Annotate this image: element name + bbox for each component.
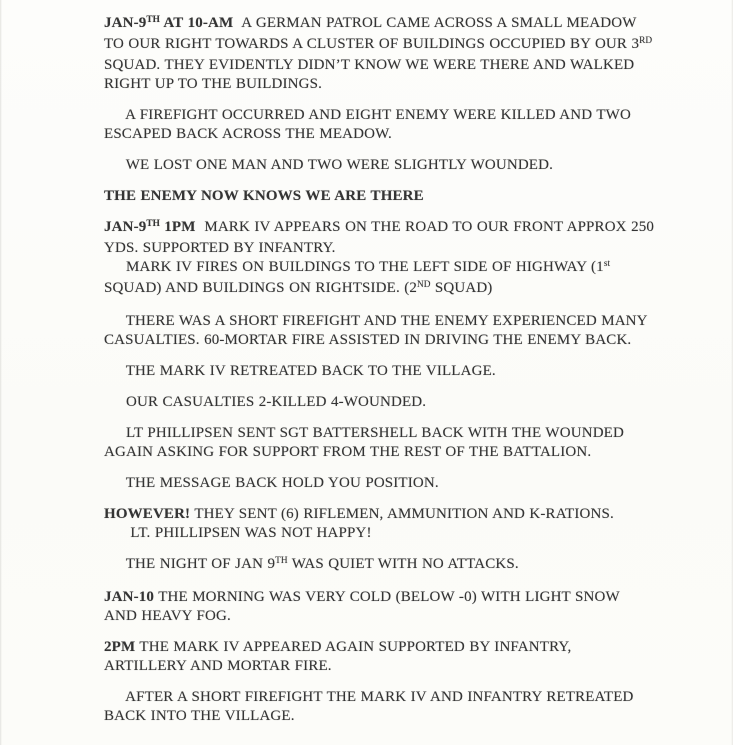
however-supplies bbox=[104, 505, 678, 543]
entry-jan9-10am bbox=[104, 14, 678, 94]
entry-jan9-1pm bbox=[104, 218, 678, 300]
text-segment: LT PHILLIPSEN SENT SGT BATTERSHELL BACK WITH THE WOUNDED bbox=[104, 425, 624, 441]
text-segment: MARK IV APPEARS ON THE ROAD TO OUR FRONT APPROX 250 bbox=[195, 219, 655, 235]
text-segment: AT 10-AM bbox=[159, 15, 234, 31]
text-segment: THE MARK IV RETREATED BACK TO THE VILLAGE. bbox=[104, 363, 496, 379]
text-line bbox=[104, 239, 678, 258]
text-segment: ARTILLERY AND MORTAR FIRE. bbox=[104, 658, 332, 674]
text-segment: YDS. SUPPORTED BY INFANTRY. bbox=[104, 240, 336, 256]
text-segment: JAN-9 bbox=[104, 219, 147, 235]
heading-enemy-knows bbox=[104, 187, 678, 206]
text-segment: MARK IV FIRES ON BUILDINGS TO THE LEFT SIDE OF HIGHWAY (1 bbox=[104, 259, 604, 275]
text-line bbox=[104, 443, 678, 462]
text-segment: A FIREFIGHT OCCURRED AND EIGHT ENEMY WERE KILLED AND TWO bbox=[104, 107, 631, 123]
text-line bbox=[104, 331, 678, 350]
text-line bbox=[104, 707, 678, 726]
text-line bbox=[104, 607, 678, 626]
text-line bbox=[104, 638, 678, 657]
our-losses bbox=[104, 156, 678, 175]
text-line bbox=[104, 393, 678, 412]
entry-jan10-morning bbox=[104, 588, 678, 626]
text-segment: THE NIGHT OF JAN 9 bbox=[104, 556, 276, 572]
text-segment: RIGHT UP TO THE BUILDINGS. bbox=[104, 76, 322, 92]
text-segment: THE MORNING WAS VERY COLD (BELOW -0) WITH LIGHT SNOW bbox=[154, 589, 620, 605]
text-segment: JAN-10 bbox=[104, 589, 155, 605]
our-casualties bbox=[104, 393, 678, 412]
text-segment: AFTER A SHORT FIREFIGHT THE MARK IV AND INFANTRY RETREATED bbox=[104, 689, 634, 705]
text-segment: CASUALTIES. 60-MORTAR FIRE ASSISTED IN DRIVING THE ENEMY BACK. bbox=[104, 332, 632, 348]
text-line bbox=[104, 56, 678, 75]
text-line bbox=[104, 258, 678, 279]
superscript-segment: ND bbox=[417, 280, 431, 291]
phillipsen-request bbox=[104, 424, 678, 462]
text-segment: A GERMAN PATROL CAME ACROSS A SMALL MEADOW bbox=[233, 15, 637, 31]
text-segment: THE ENEMY NOW KNOWS WE ARE THERE bbox=[104, 188, 424, 204]
text-line bbox=[104, 312, 678, 331]
text-segment: THE MARK IV APPEARED AGAIN SUPPORTED BY INFANTRY, bbox=[135, 639, 572, 655]
text-line bbox=[104, 362, 678, 381]
after-firefight bbox=[104, 688, 678, 726]
text-segment: AGAIN ASKING FOR SUPPORT FROM THE REST OF THE BATTALION. bbox=[104, 444, 592, 460]
text-line bbox=[104, 156, 678, 175]
text-line bbox=[104, 75, 678, 94]
text-segment: JAN-9 bbox=[104, 15, 147, 31]
text-segment: HOWEVER! bbox=[104, 506, 191, 522]
text-segment: THE MESSAGE BACK HOLD YOU POSITION. bbox=[104, 475, 439, 491]
text-segment: WAS QUIET WITH NO ATTACKS. bbox=[287, 556, 519, 572]
text-segment: THEY SENT (6) RIFLEMEN, AMMUNITION AND K-RATIONS. bbox=[190, 506, 614, 522]
text-line bbox=[104, 474, 678, 493]
text-segment: TO OUR RIGHT TOWARDS A CLUSTER OF BUILDINGS OCCUPIED BY OUR 3 bbox=[104, 36, 640, 52]
text-segment: AND HEAVY FOG. bbox=[104, 608, 231, 624]
text-segment: THERE WAS A SHORT FIREFIGHT AND THE ENEMY EXPERIENCED MANY bbox=[104, 313, 648, 329]
text-line bbox=[104, 187, 678, 206]
text-line bbox=[104, 657, 678, 676]
superscript-segment: st bbox=[603, 259, 611, 270]
text-segment: SQUAD. THEY EVIDENTLY DIDN’T KNOW WE WERE THERE AND WALKED bbox=[104, 57, 635, 73]
text-segment: WE LOST ONE MAN AND TWO WERE SLIGHTLY WOUNDED. bbox=[104, 157, 554, 173]
superscript-segment: TH bbox=[146, 219, 160, 230]
text-line bbox=[104, 424, 678, 443]
text-line bbox=[104, 106, 678, 125]
text-segment: 2PM bbox=[104, 639, 136, 655]
text-segment: 1PM bbox=[159, 219, 196, 235]
text-line bbox=[104, 688, 678, 707]
text-segment: BACK INTO THE VILLAGE. bbox=[104, 708, 295, 724]
message-back bbox=[104, 474, 678, 493]
text-line bbox=[104, 555, 678, 576]
mark-iv-retreat bbox=[104, 362, 678, 381]
night-quiet bbox=[104, 555, 678, 576]
text-line bbox=[104, 14, 678, 35]
short-firefight bbox=[104, 312, 678, 350]
text-segment: SQUAD) bbox=[430, 280, 493, 296]
text-segment: LT. PHILLIPSEN WAS NOT HAPPY! bbox=[104, 525, 372, 541]
text-line bbox=[104, 588, 678, 607]
superscript-segment: RD bbox=[639, 36, 653, 47]
text-line bbox=[104, 505, 678, 524]
text-segment: ESCAPED BACK ACROSS THE MEADOW. bbox=[104, 126, 392, 142]
text-segment: SQUAD) AND BUILDINGS ON RIGHTSIDE. (2 bbox=[104, 280, 418, 296]
entry-2pm bbox=[104, 638, 678, 676]
superscript-segment: TH bbox=[146, 15, 160, 26]
text-line bbox=[104, 279, 678, 300]
text-line bbox=[104, 35, 678, 56]
text-line bbox=[104, 524, 678, 543]
text-line bbox=[104, 218, 678, 239]
text-segment: OUR CASUALTIES 2-KILLED 4-WOUNDED. bbox=[104, 394, 427, 410]
superscript-segment: TH bbox=[275, 556, 288, 567]
text-line bbox=[104, 125, 678, 144]
firefight-result bbox=[104, 106, 678, 144]
